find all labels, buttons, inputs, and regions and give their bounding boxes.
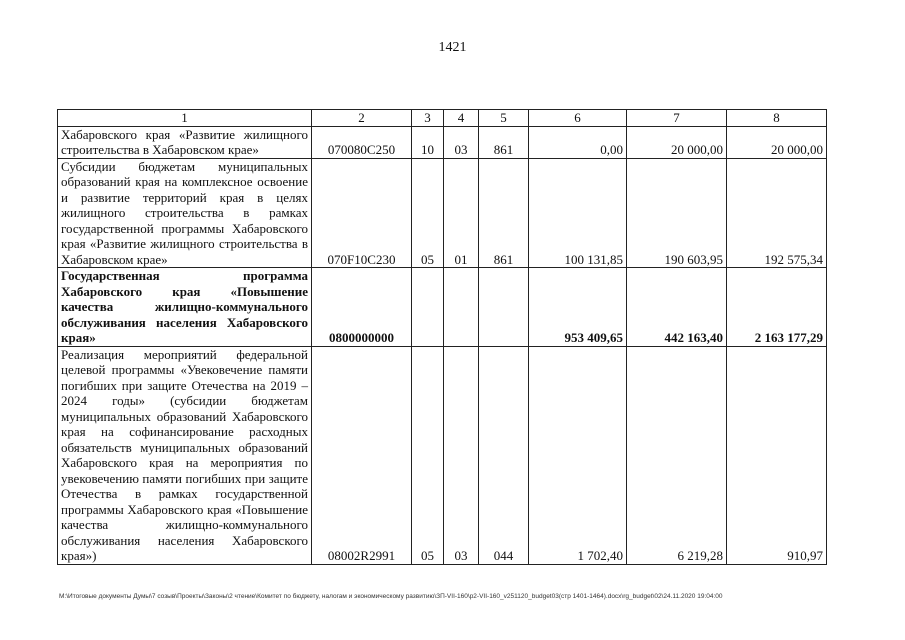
column-header: 5 — [479, 110, 529, 127]
column-header: 1 — [58, 110, 312, 127]
row-description: Реализация мероприятий федеральной целевой программы «Увековечение памяти погибших при защите Отечества на 2019 – 2024 годы» (субсидии бюджетам муниципальных образований Хабаровского края на софинансирование расходных обязательств муниципальных образований Хабаровского края на мероприятия по увековечению памяти погибших при защите Отечества в рамках государственной программы Хабаровского края «Повышение качества жилищно-коммунального обслуживания населения Хабаровского края») — [58, 346, 312, 564]
expense-type-code: 861 — [479, 158, 529, 268]
section-code: 05 — [412, 346, 444, 564]
amount-col6: 100 131,85 — [529, 158, 627, 268]
amount-col7: 190 603,95 — [627, 158, 727, 268]
amount-col6: 953 409,65 — [529, 268, 627, 347]
target-article-code: 0800000000 — [312, 268, 412, 347]
table-header-row — [58, 110, 827, 127]
table-row — [58, 126, 827, 158]
table-row — [58, 158, 827, 268]
amount-col7: 6 219,28 — [627, 346, 727, 564]
column-header: 2 — [312, 110, 412, 127]
expense-type-code — [479, 268, 529, 347]
subsection-code: 01 — [444, 158, 479, 268]
amount-col6: 0,00 — [529, 126, 627, 158]
subsection-code: 03 — [444, 126, 479, 158]
target-article-code: 070F10С230 — [312, 158, 412, 268]
amount-col7: 442 163,40 — [627, 268, 727, 347]
target-article-code: 08002R2991 — [312, 346, 412, 564]
amount-col8: 20 000,00 — [727, 126, 827, 158]
column-header: 6 — [529, 110, 627, 127]
section-code — [412, 268, 444, 347]
amount-col7: 20 000,00 — [627, 126, 727, 158]
amount-col8: 910,97 — [727, 346, 827, 564]
target-article-code: 070080С250 — [312, 126, 412, 158]
column-header: 3 — [412, 110, 444, 127]
section-code: 05 — [412, 158, 444, 268]
file-path-footer: M:\Итоговые документы Думы\7 созыв\Проекты\Законы\2 чтение\Комитет по бюджету, налогам и экономическому развитию\ЗП-VII-160\р2-VII-160_v251120_budget03(стр 1401-1464).docx\rg_budget\02\24.11.2020 19:04:00 — [59, 593, 723, 600]
budget-table — [57, 109, 827, 565]
page-number: 1421 — [438, 40, 467, 55]
subsection-code — [444, 268, 479, 347]
column-header: 7 — [627, 110, 727, 127]
amount-col8: 2 163 177,29 — [727, 268, 827, 347]
amount-col6: 1 702,40 — [529, 346, 627, 564]
subsection-code: 03 — [444, 346, 479, 564]
expense-type-code: 044 — [479, 346, 529, 564]
table-row — [58, 346, 827, 564]
row-description: Субсидии бюджетам муниципальных образований края на комплексное освоение и развитие территорий края в целях жилищного строительства в рамках государственной программы Хабаровского края «Развитие жилищного строительства в Хабаровском крае» — [58, 158, 312, 268]
amount-col8: 192 575,34 — [727, 158, 827, 268]
column-header: 4 — [444, 110, 479, 127]
row-description: Хабаровского края «Развитие жилищного строительства в Хабаровском крае» — [58, 126, 312, 158]
row-description: Государственная программа Хабаровского края «Повышение качества жилищно-коммунального обслуживания населения Хабаровского края» — [58, 268, 312, 347]
column-header: 8 — [727, 110, 827, 127]
expense-type-code: 861 — [479, 126, 529, 158]
table-row-program-total — [58, 268, 827, 347]
section-code: 10 — [412, 126, 444, 158]
